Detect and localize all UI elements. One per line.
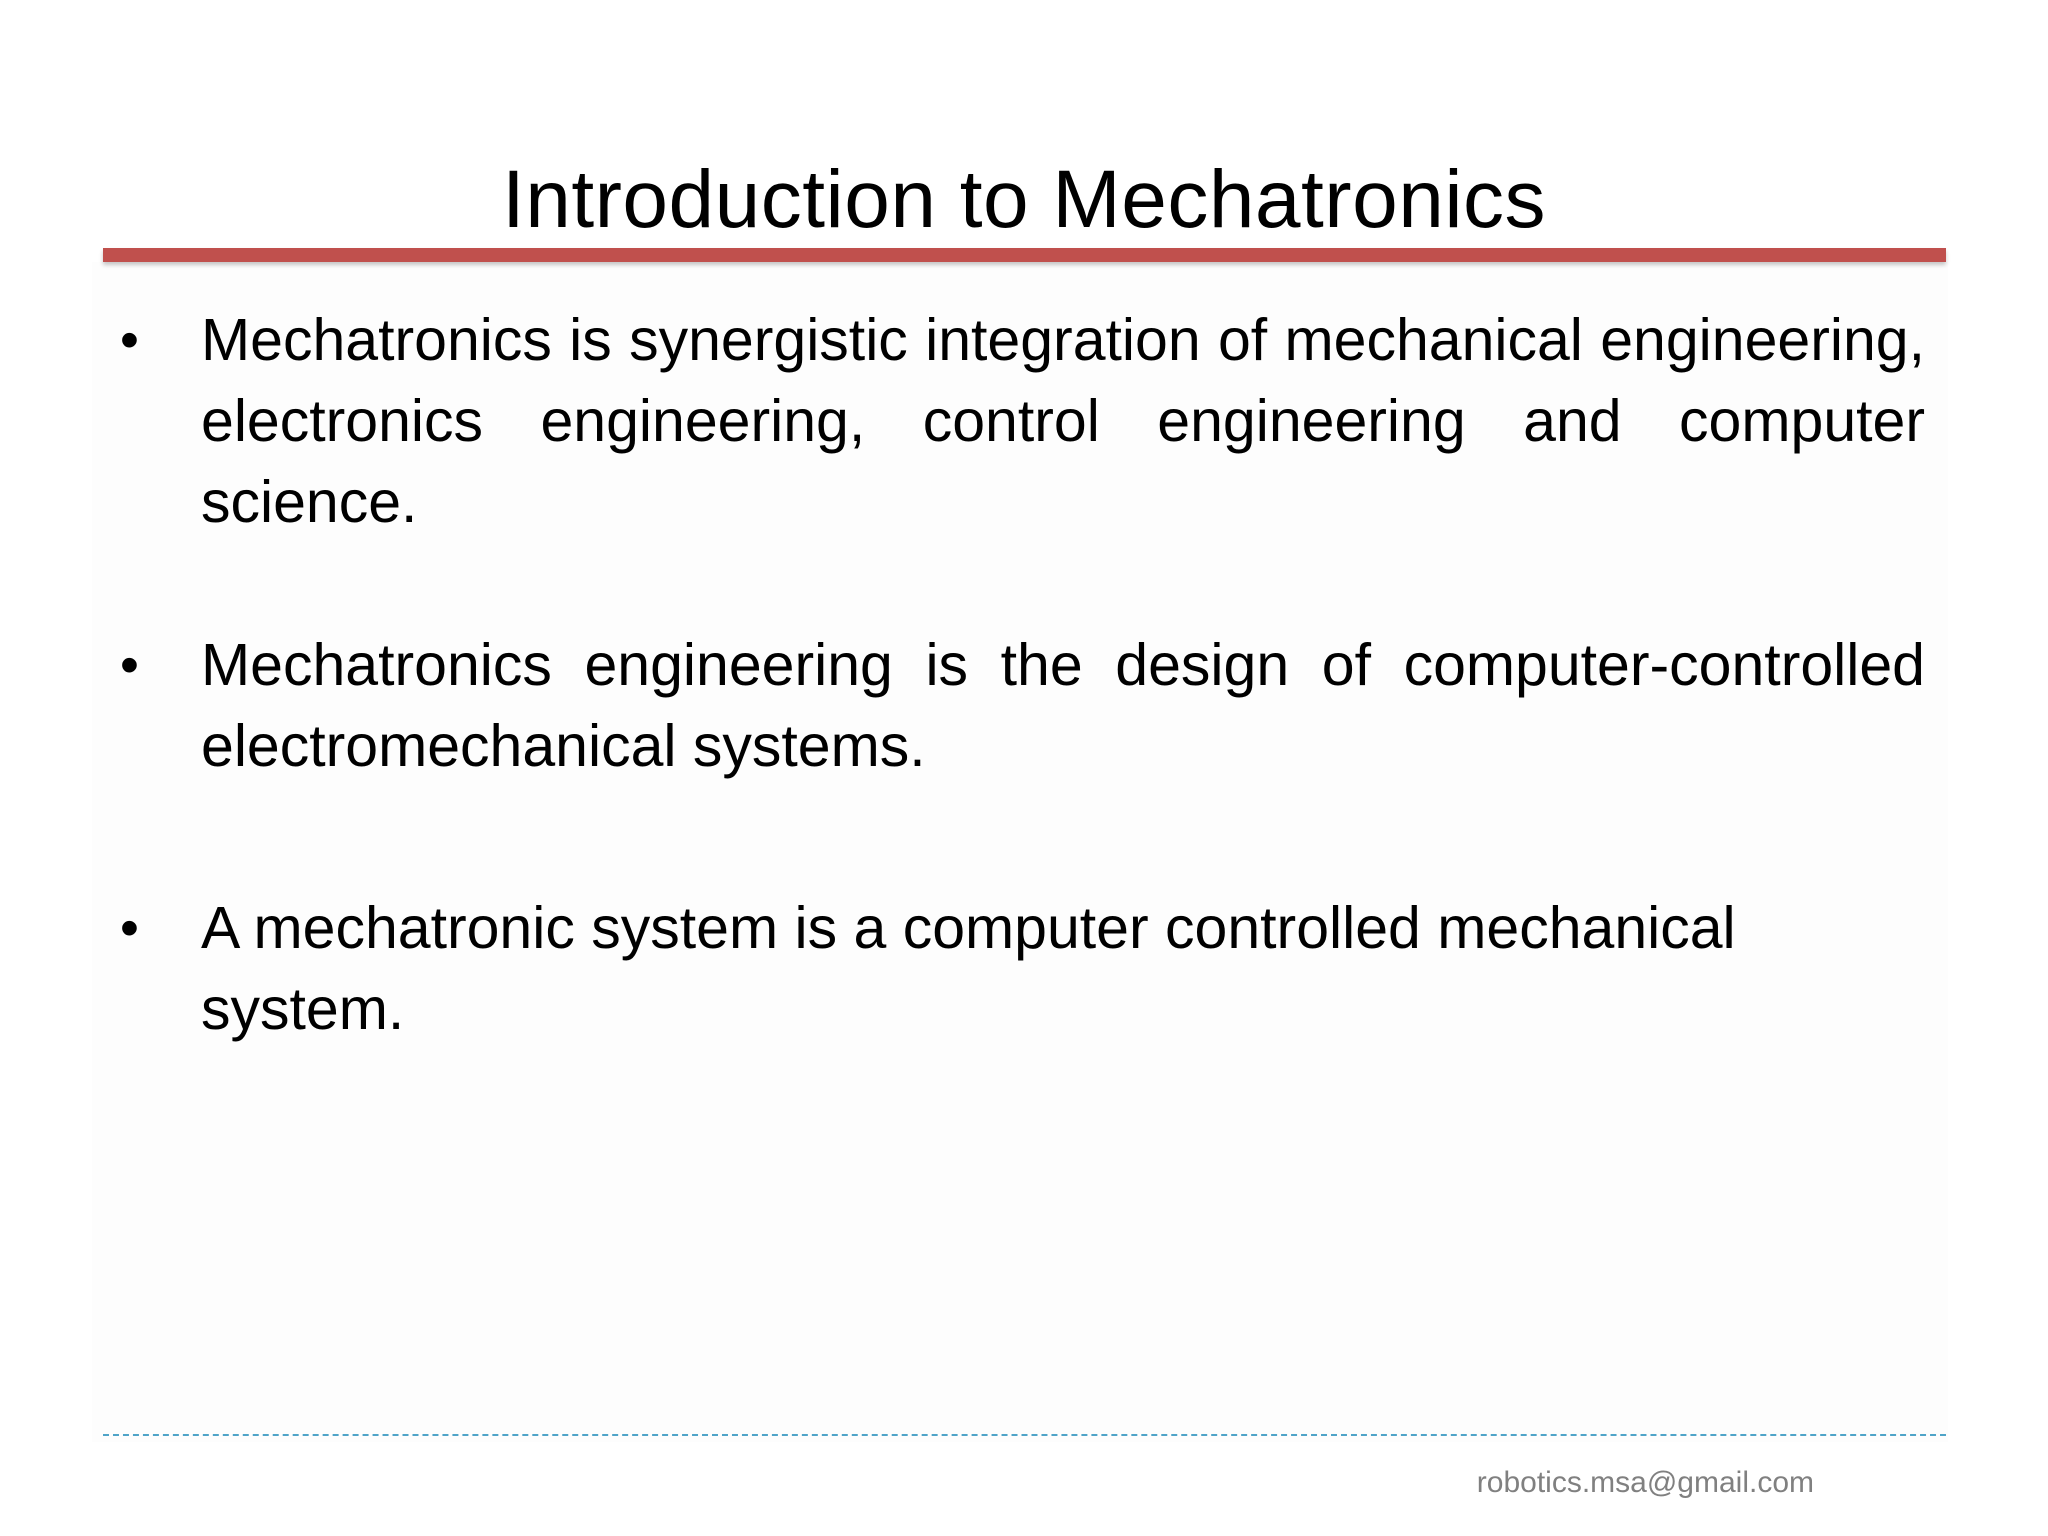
bullet-text: Mechatronics engineering is the design of computer-controlled electromechanical systems. <box>201 632 1925 779</box>
bullet-item <box>120 300 1925 543</box>
bullet-dot-icon: • <box>120 310 139 370</box>
footer-email: robotics.msa@gmail.com <box>1476 1466 1814 1499</box>
footer-divider <box>103 1434 1946 1436</box>
slide-title: Introduction to Mechatronics <box>501 153 1547 245</box>
title-divider <box>103 248 1946 262</box>
bullet-dot-icon: • <box>120 898 139 958</box>
bullet-item <box>120 625 1925 787</box>
bullet-dot-icon: • <box>120 635 139 695</box>
bullet-list <box>120 300 1925 1050</box>
bullet-item <box>120 888 1925 1050</box>
bullet-text: Mechatronics is synergistic integration of mechanical engineering, electronics engineering, control engineering and computer science. <box>201 307 1925 535</box>
bullet-text: A mechatronic system is a computer controlled mechanical system. <box>201 895 1736 1042</box>
